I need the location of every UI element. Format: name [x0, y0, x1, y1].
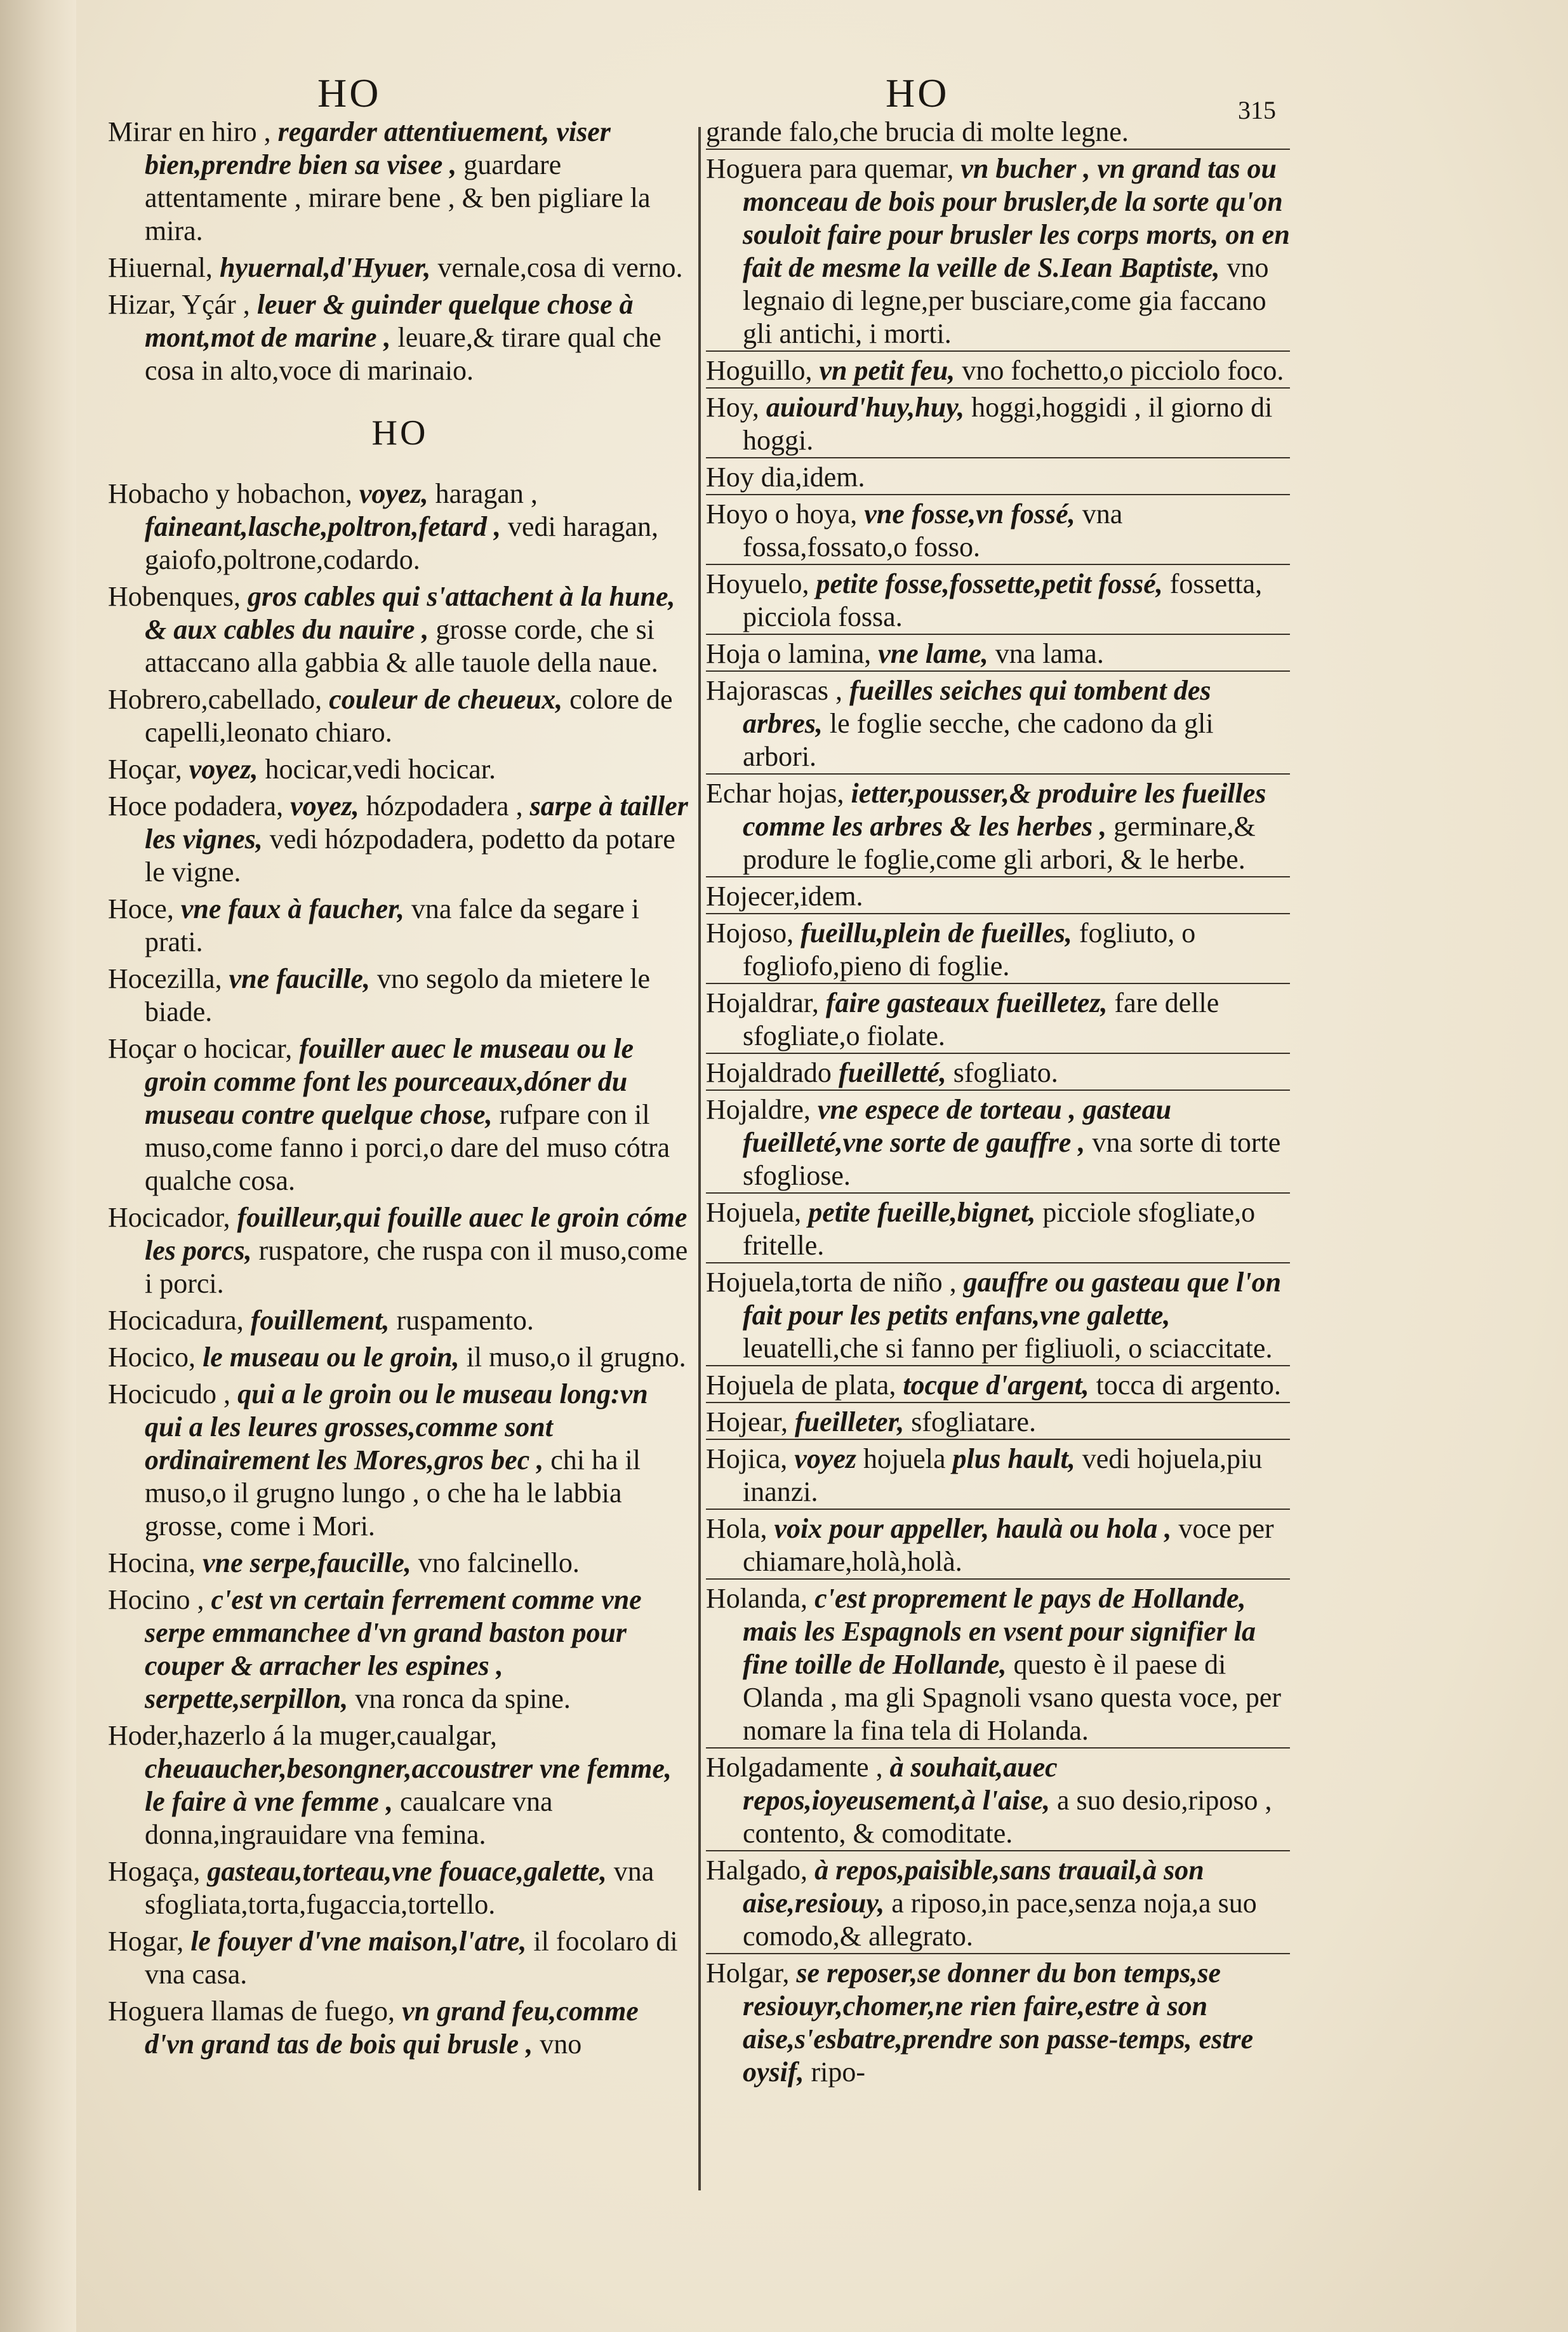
entry-french: qui a le groin ou le museau long:vn qui a les leures grosses,comme sont ordinairement les Mores,gros bec , — [145, 1378, 648, 1476]
dictionary-entry — [706, 637, 1290, 672]
entry-french: faire gasteaux fueilletez, — [825, 987, 1115, 1018]
entry-headword: Hocezilla, — [108, 963, 229, 994]
entry-headword: Hoja o lamina, — [706, 638, 879, 669]
dictionary-entry — [706, 498, 1290, 565]
dictionary-entry — [706, 1369, 1290, 1403]
entry-italian: fossetta, picciola fossa. — [743, 568, 1263, 632]
entry-headword: Hoguera para quemar, — [706, 153, 961, 184]
entry-headword: Hojaldrado — [706, 1057, 839, 1088]
dictionary-entry — [108, 893, 692, 960]
entry-italian: ruspatore, che ruspa con il muso,come i porci. — [145, 1235, 688, 1299]
entry-italian: fare delle sfogliate,o fiolate. — [743, 987, 1219, 1051]
entry-french: gros cables qui s'attachent à la hune, & aux cables du nauire , — [145, 581, 675, 645]
entry-headword: Hojaldrar, — [706, 987, 826, 1018]
entry-french: leuer & guinder quelque chose à mont,mot de marine , — [145, 289, 634, 353]
dictionary-entry — [108, 1378, 692, 1544]
entry-headword: Hiuernal, — [108, 252, 220, 283]
entry-italian: vno — [540, 2029, 582, 2060]
entry-french: le fouyer d'vne maison,l'atre, — [190, 1926, 534, 1957]
dictionary-entry — [706, 1443, 1290, 1510]
entry-italian: hózpodadera , — [366, 790, 530, 822]
entry-headword: Hoçar, — [108, 754, 189, 785]
entry-french: voix pour appeller, haulà ou hola , — [774, 1513, 1179, 1544]
running-head-right: HO — [886, 70, 950, 116]
entry-italian: leuare,& tirare qual che cosa in alto,voce di marinaio. — [145, 322, 661, 386]
entry-italian: sfogliato. — [953, 1057, 1058, 1088]
entry-headword: Hola, — [706, 1513, 774, 1544]
entry-headword: Hoçar o hocicar, — [108, 1033, 300, 1064]
entry-italian: vedi hózpodadera, podetto da potare le vigne. — [145, 823, 675, 888]
running-head-left: HO — [317, 70, 382, 116]
entry-french: voyez — [794, 1443, 864, 1474]
dictionary-entry — [108, 753, 692, 787]
right-column — [706, 116, 1290, 2093]
entry-french: fueillu,plein de fueilles, — [801, 917, 1079, 949]
entry-french: fueilletté, — [838, 1057, 953, 1088]
entry-french: à souhait,auec repos,ioyeusement,à l'aise, — [743, 1752, 1058, 1816]
entry-headword: Hoyo o hoya, — [706, 498, 865, 530]
entry-italian: grande falo,che brucia di molte legne. — [706, 116, 1129, 147]
entry-french: petite fosse,fossette,petit fossé, — [816, 568, 1170, 599]
dictionary-entry — [108, 1719, 692, 1853]
entry-french: voyez, — [189, 754, 265, 785]
entry-italian: vna fossa,fossato,o fosso. — [743, 498, 1123, 563]
dictionary-entry — [706, 1512, 1290, 1580]
entry-french: gauffre ou gasteau que l'on fait pour les petits enfans,vne galette, — [743, 1267, 1282, 1331]
entry-italian: guardare attentamente , mirare bene , & ben pigliare la mira. — [145, 149, 651, 246]
entry-italian: il muso,o il grugno. — [466, 1342, 686, 1373]
entry-french: se reposer,se donner du bon temps,se resiouyr,chomer,ne rien faire,estre à son aise,s'esbatre,prendre son passe-temps, estre oysif, — [743, 1957, 1254, 2088]
entry-french: fueilles seiches qui tombent des arbres, — [743, 675, 1211, 739]
dictionary-entry — [706, 1854, 1290, 1954]
dictionary-entry — [108, 683, 692, 750]
dictionary-entry — [108, 1855, 692, 1922]
entry-headword: Hogaça, — [108, 1856, 208, 1887]
entry-headword: Holgadamente , — [706, 1752, 890, 1783]
entry-french: vn petit feu, — [819, 355, 962, 386]
entry-headword: Hobrero,cabellado, — [108, 684, 329, 715]
entry-french: vn bucher , vn grand tas ou monceau de bois pour brusler,de la sorte qu'on souloit faire pour brusler les corps morts, on en fait de mesme la veille de S.Iean Baptiste, — [743, 153, 1290, 283]
entry-french: voyez, — [290, 790, 366, 822]
entry-headword: Hogar, — [108, 1926, 191, 1957]
entry-headword: Halgado, — [706, 1855, 815, 1886]
entry-italian: vna lama. — [995, 638, 1104, 669]
entry-headword: Hojica, — [706, 1443, 795, 1474]
entry-italian: sfogliatare. — [911, 1406, 1036, 1437]
entry-french: vne serpe,faucille, — [203, 1547, 418, 1578]
entry-italian: hocicar,vedi hocicar. — [265, 754, 496, 785]
entry-italian: a riposo,in pace,senza noja,a suo comodo,& allegrato. — [743, 1888, 1257, 1952]
entry-italian: hojuela — [863, 1443, 953, 1474]
entry-italian: chi ha il muso,o il grugno lungo , o che ha le labbia grosse, come i Mori. — [145, 1444, 641, 1542]
entry-headword: Hocina, — [108, 1547, 203, 1578]
entry-french: vne faux à faucher, — [180, 893, 411, 924]
entry-italian: vno segolo da mietere le biade. — [145, 963, 651, 1027]
dictionary-entry — [706, 354, 1290, 389]
dictionary-entry — [108, 116, 692, 249]
entry-italian: rufpare con il muso,come fanno i porci,o dare del muso cótra qualche cosa. — [145, 1099, 670, 1196]
dictionary-entry — [108, 580, 692, 681]
entry-headword: Hoguillo, — [706, 355, 820, 386]
entry-headword: Hoce podadera, — [108, 790, 291, 822]
entry-french: petite fueille,bignet, — [808, 1197, 1043, 1228]
entry-italian: hoggi,hoggidi , il giorno di hoggi. — [743, 392, 1273, 456]
dictionary-entry — [108, 1547, 692, 1581]
dictionary-entry — [706, 391, 1290, 458]
entry-headword: Hocicadura, — [108, 1305, 251, 1336]
entry-italian: vedi hojuela,piu inanzi. — [743, 1443, 1263, 1507]
dictionary-entry — [706, 987, 1290, 1054]
entry-headword: Holanda, — [706, 1583, 815, 1614]
dictionary-entry — [706, 1266, 1290, 1366]
section-heading: HO — [371, 413, 429, 453]
entry-french: c'est vn certain ferrement comme vne serpe emmanchee d'vn grand baston pour couper & arracher les espines , serpette,serpillon, — [145, 1584, 642, 1714]
dictionary-entry — [706, 777, 1290, 877]
entry-french: fouillement, — [250, 1305, 397, 1336]
entry-italian: a suo desio,riposo , contento, & comoditate. — [743, 1785, 1272, 1849]
entry-french: hyuernal,d'Hyuer, — [219, 252, 438, 283]
entry-headword: Hobenques, — [108, 581, 248, 612]
entry-headword: Echar hojas, — [706, 778, 851, 809]
entry-italian: caualcare vna donna,ingrauidare vna femina. — [145, 1786, 553, 1850]
dictionary-entry — [108, 1341, 692, 1375]
entry-headword: Hojuela de plata, — [706, 1369, 903, 1401]
dictionary-entry — [706, 152, 1290, 352]
dictionary-entry — [706, 568, 1290, 635]
page-gutter — [0, 0, 76, 2332]
entry-italian: ripo- — [811, 2056, 866, 2088]
entry-italian: vno legnaio di legne,per busciare,come gia faccano gli antichi, i morti. — [743, 252, 1269, 349]
entry-italian: vna sfogliata,torta,fugaccia,tortello. — [145, 1856, 654, 1920]
entry-french: gasteau,torteau,vne fouace,galette, — [207, 1856, 614, 1887]
entry-headword: Hoce, — [108, 893, 181, 924]
dictionary-entry — [108, 1201, 692, 1302]
column-divider — [698, 127, 701, 2190]
entry-french: fouilleur,qui fouille auec le groin cóme les porcs, — [145, 1202, 688, 1266]
dictionary-entry — [108, 251, 692, 286]
entry-french: vne espece de torteau , gasteau fueilleté,vne sorte de gauffre , — [743, 1094, 1172, 1158]
dictionary-entry — [706, 880, 1290, 914]
dictionary-entry — [706, 1056, 1290, 1091]
entry-headword: Hojoso, — [706, 917, 801, 949]
dictionary-entry — [706, 1406, 1290, 1440]
entry-headword: Hojuela, — [706, 1197, 809, 1228]
entry-headword: Hoy dia,idem. — [706, 462, 865, 493]
entry-headword: Hoder,hazerlo á la muger,caualgar, — [108, 1720, 497, 1751]
entry-french: cheuaucher,besongner,accoustrer vne femme, le faire à vne femme , — [145, 1753, 672, 1817]
entry-italian: ruspamento. — [396, 1305, 534, 1336]
entry-french: faineant,lasche,poltron,fetard , — [145, 511, 508, 542]
entry-french: regarder attentiuement, viser bien,prendre bien sa visee , — [145, 116, 611, 180]
entry-french: fueilleter, — [794, 1406, 912, 1437]
entry-italian: haragan , — [435, 478, 538, 509]
dictionary-entry — [108, 1925, 692, 1992]
dictionary-entry — [108, 963, 692, 1030]
entry-headword: Hoyuelo, — [706, 568, 816, 599]
entry-headword: Hocino , — [108, 1584, 211, 1615]
entry-italian: vno fochetto,o picciolo foco. — [962, 355, 1284, 386]
dictionary-entry — [706, 1957, 1290, 2090]
entry-headword: Hajorascas , — [706, 675, 850, 706]
entry-italian: il focolaro di vna casa. — [145, 1926, 678, 1990]
entry-headword: Hojear, — [706, 1406, 795, 1437]
entry-french: voyez, — [359, 478, 435, 509]
entry-headword: Hoy, — [706, 392, 766, 423]
entry-italian: germinare,& produre le foglie,come gli arbori, & le herbe. — [743, 811, 1256, 875]
entry-headword: Hojecer,idem. — [706, 881, 863, 912]
dictionary-entry — [108, 288, 692, 389]
entry-italian: colore de capelli,leonato chiaro. — [145, 684, 673, 748]
entry-french: fouiller auec le museau ou le groin comme font les pourceaux,dóner du museau contre quelque chose, — [145, 1033, 634, 1130]
entry-french: vne faucille, — [229, 963, 377, 994]
entry-italian: leuatelli,che si fanno per figliuoli, o sciaccitate. — [743, 1333, 1273, 1364]
entry-french: ietter,pousser,& produire les fueilles comme les arbres & les herbes , — [743, 778, 1266, 842]
entry-headword: Hojuela,torta de niño , — [706, 1267, 964, 1298]
entry-headword: Hobacho y hobachon, — [108, 478, 359, 509]
page-number: 315 — [1238, 96, 1276, 124]
dictionary-entry — [108, 1583, 692, 1717]
entry-headword: Mirar en hiro , — [108, 116, 278, 147]
entry-italian: picciole sfogliate,o fritelle. — [743, 1197, 1256, 1261]
entry-french: auiourd'huy,huy, — [766, 392, 972, 423]
dictionary-entry — [706, 461, 1290, 495]
entry-french: plus hault, — [952, 1443, 1082, 1474]
dictionary-entry — [108, 1304, 692, 1338]
dictionary-entry — [706, 674, 1290, 775]
entry-french: à repos,paisible,sans trauail,à son aise,resiouy, — [743, 1855, 1204, 1919]
entry-headword: Holgar, — [706, 1957, 797, 1989]
dictionary-entry — [108, 477, 692, 578]
entry-italian: vedi haragan, gaiofo,poltrone,codardo. — [145, 511, 659, 575]
dictionary-entry — [706, 917, 1290, 984]
dictionary-entry — [706, 1093, 1290, 1194]
entry-french: tocque d'argent, — [903, 1369, 1096, 1401]
entry-italian: vna falce da segare i prati. — [145, 893, 639, 957]
entry-french: c'est proprement le pays de Hollande, mais les Espagnols en vsent pour signifier la fine toille de Hollande, — [743, 1583, 1256, 1680]
entry-headword: Hocicudo , — [108, 1378, 238, 1409]
entry-headword: Hoguera llamas de fuego, — [108, 1996, 402, 2027]
entry-italian: vna ronca da spine. — [355, 1683, 571, 1714]
entry-italian: voce per chiamare,holà,holà. — [743, 1513, 1274, 1577]
left-column — [108, 116, 692, 2065]
dictionary-entry — [108, 1032, 692, 1199]
entry-italian: questo è il paese di Olanda , ma gli Spagnoli vsano questa voce, per nomare la fina tela di Holanda. — [743, 1649, 1282, 1746]
entry-italian: vernale,cosa di verno. — [437, 252, 683, 283]
entry-italian: vno falcinello. — [418, 1547, 580, 1578]
entry-french: vn grand feu,comme d'vn grand tas de bois qui brusle , — [145, 1996, 639, 2060]
dictionary-entry — [108, 790, 692, 890]
entry-french: couleur de cheueux, — [329, 684, 570, 715]
dictionary-entry — [706, 1751, 1290, 1851]
entry-headword: Hocico, — [108, 1342, 203, 1373]
dictionary-entry — [706, 116, 1290, 150]
entry-italian: tocca di argento. — [1096, 1369, 1281, 1401]
entry-headword: Hizar, Yçár , — [108, 289, 257, 320]
entry-italian: le foglie secche, che cadono da gli arbori. — [743, 708, 1214, 772]
entry-italian: grosse corde, che si attaccano alla gabbia & alle tauole della naue. — [145, 614, 658, 678]
entry-italian: vna sorte di torte sfogliose. — [743, 1127, 1281, 1191]
entry-french: le museau ou le groin, — [203, 1342, 467, 1373]
entry-french: vne lame, — [878, 638, 995, 669]
entry-italian: fogliuto, o fogliofo,pieno di foglie. — [743, 917, 1196, 982]
dictionary-entry — [706, 1196, 1290, 1263]
entry-headword: Hojaldre, — [706, 1094, 818, 1125]
dictionary-entry — [108, 1995, 692, 2062]
entry-french: sarpe à tailler les vignes, — [145, 790, 688, 855]
entry-headword: Hocicador, — [108, 1202, 237, 1233]
entry-french: vne fosse,vn fossé, — [864, 498, 1082, 530]
dictionary-entry — [706, 1582, 1290, 1749]
